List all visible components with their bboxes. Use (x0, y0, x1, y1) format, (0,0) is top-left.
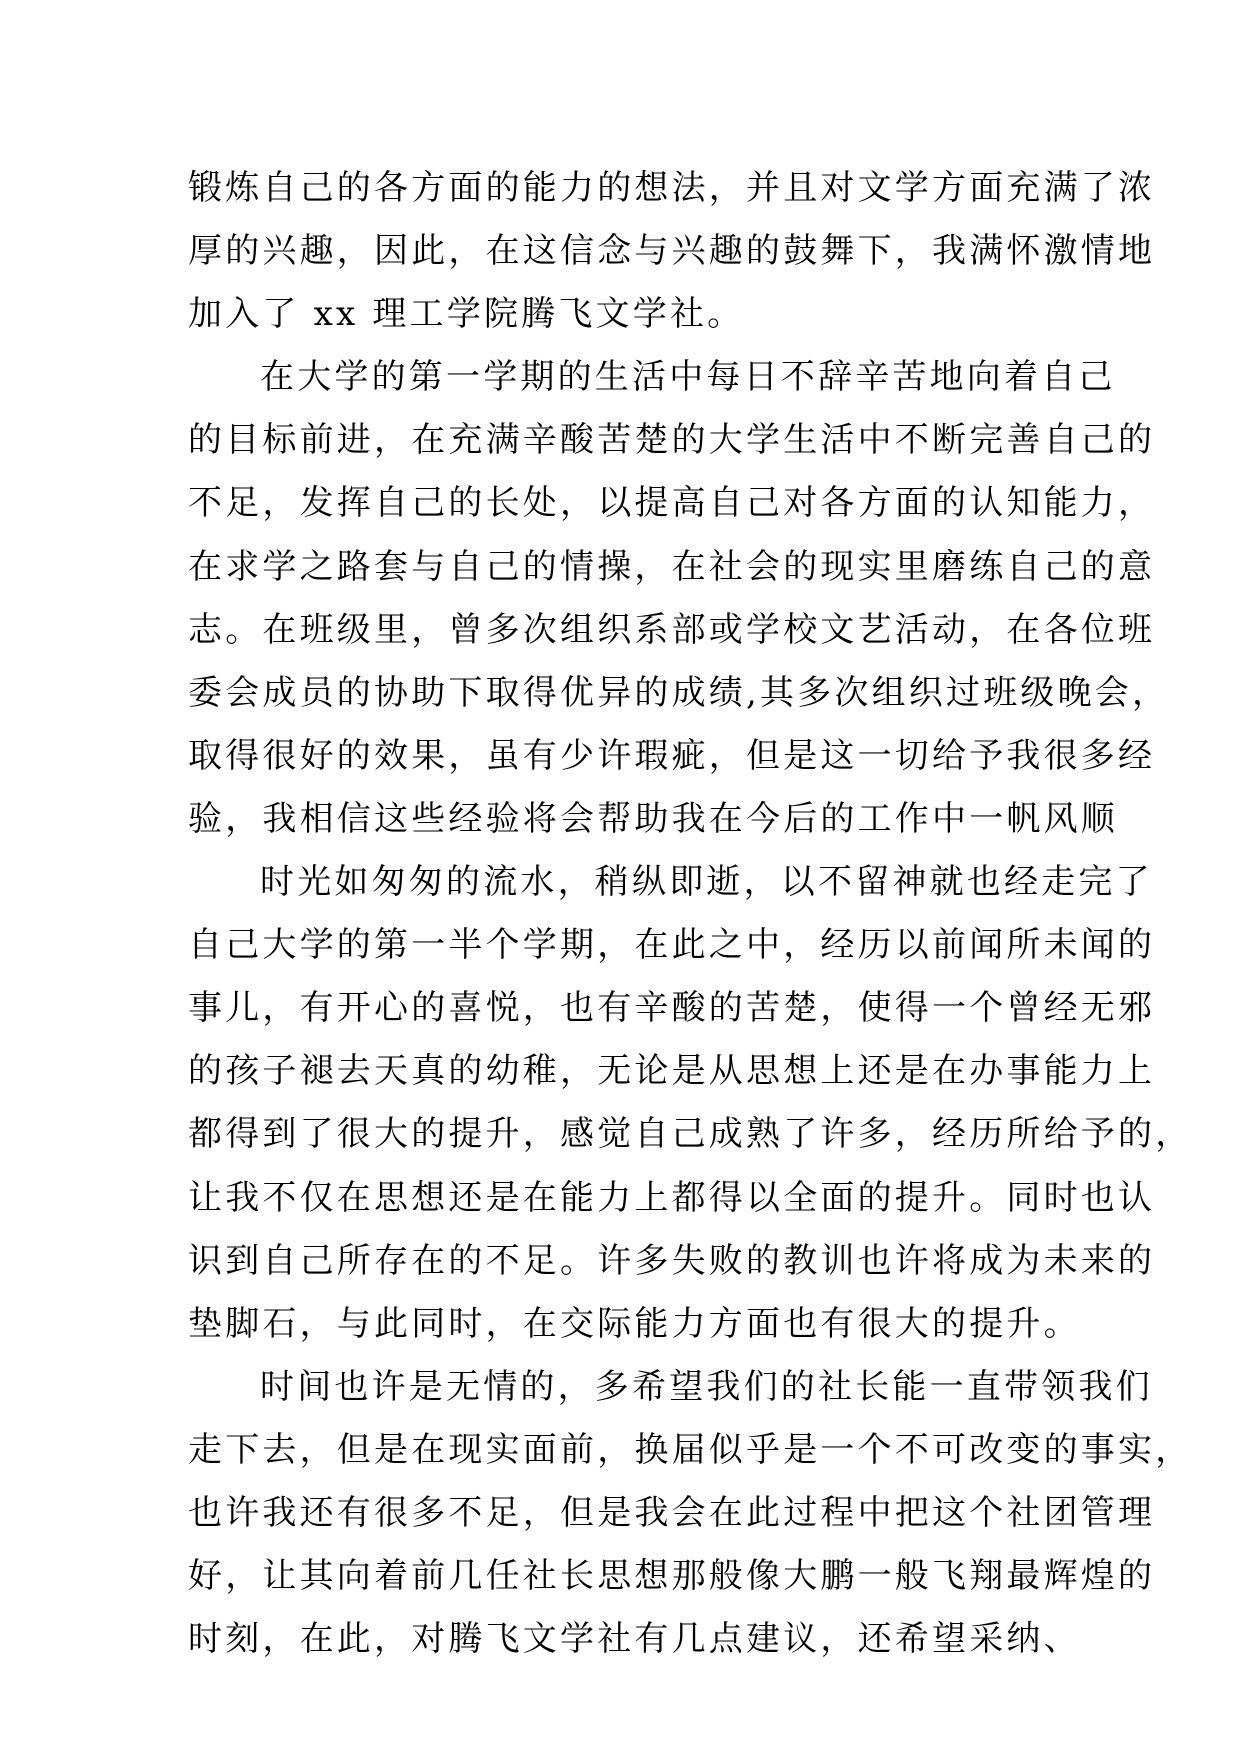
text-line: 时刻，在此，对腾飞文学社有几点建议，还希望采纳、 (188, 1619, 1081, 1660)
text-line: 的目标前进，在充满辛酸苦楚的大学生活中不断完善自己的 (188, 420, 1156, 461)
text-line: 自己大学的第一半个学期，在此之中，经历以前闻所未闻的 (188, 925, 1156, 966)
text-line: 事儿，有开心的喜悦，也有辛酸的苦楚，使得一个曾经无邪 (188, 988, 1156, 1029)
paragraph-first-line: 时光如匆匆的流水，稍纵即逝，以不留神就也经走完了 (260, 862, 1153, 903)
text-line: 验，我相信这些经验将会帮助我在今后的工作中一帆风顺 (188, 798, 1118, 839)
text-line: 让我不仅在思想还是在能力上都得以全面的提升。同时也认 (188, 1177, 1156, 1218)
document-body (188, 157, 1193, 1671)
text-line: 在求学之路套与自己的情操，在社会的现实里磨练自己的意 (188, 546, 1156, 587)
text-line: 好，让其向着前几任社长思想那般像大鹏一般飞翔最辉煌的 (188, 1556, 1156, 1597)
text-line: 锻炼自己的各方面的能力的想法，并且对文学方面充满了浓 (188, 168, 1156, 208)
text-line: 不足，发挥自己的长处，以提高自己对各方面的认知能力， (188, 483, 1156, 524)
paragraph-first-line: 在大学的第一学期的生活中每日不辞辛苦地向着自己 (260, 357, 1116, 398)
text-line: 也许我还有很多不足，但是我会在此过程中把这个社团管理 (188, 1492, 1156, 1533)
text-line: 走下去，但是在现实面前，换届似乎是一个不可改变的事实， (188, 1429, 1193, 1470)
text-line: 委会成员的协助下取得优异的成绩,其多次组织过班级晚会， (188, 672, 1170, 713)
text-line: 的孩子褪去天真的幼稚，无论是从思想上还是在办事能力上 (188, 1051, 1156, 1092)
text-line: 识到自己所存在的不足。许多失败的教训也许将成为未来的 (188, 1240, 1156, 1281)
text-line: 志。在班级里，曾多次组织系部或学校文艺活动，在各位班 (188, 609, 1156, 650)
text-line: 都得到了很大的提升，感觉自己成熟了许多，经历所给予的， (188, 1114, 1193, 1155)
text-line: 厚的兴趣，因此，在这信念与兴趣的鼓舞下，我满怀激情地 (188, 231, 1156, 272)
text-line: 加入了 xx 理工学院腾飞文学社。 (188, 294, 745, 335)
text-line: 垫脚石，与此同时，在交际能力方面也有很大的提升。 (188, 1303, 1081, 1344)
paragraph-first-line: 时间也许是无情的，多希望我们的社长能一直带领我们 (260, 1366, 1153, 1407)
text-line: 取得很好的效果，虽有少许瑕疵，但是这一切给予我很多经 (188, 735, 1156, 776)
